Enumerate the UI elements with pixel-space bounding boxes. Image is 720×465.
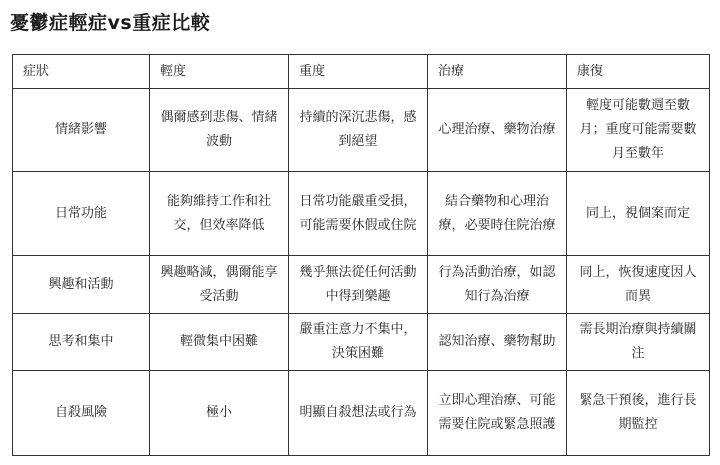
recovery-cell: 緊急干預後，進行長期監控 <box>567 371 710 456</box>
mild-cell: 能夠維持工作和社交，但效率降低 <box>150 172 289 256</box>
mild-cell: 偶爾感到悲傷、情緒波動 <box>150 89 289 172</box>
severe-cell: 日常功能嚴重受損，可能需要休假或住院 <box>289 172 428 256</box>
recovery-cell: 輕度可能數週至數月；重度可能需要數月至數年 <box>567 89 710 172</box>
recovery-cell: 同上，視個案而定 <box>567 172 710 256</box>
header-treatment: 治療 <box>428 55 567 89</box>
recovery-cell: 需長期治療與持續關注 <box>567 314 710 371</box>
severe-cell: 嚴重注意力不集中，決策困難 <box>289 314 428 371</box>
page-title: 憂鬱症輕症vs重症比較 <box>10 12 211 34</box>
header-recovery: 康復 <box>567 55 710 89</box>
table-row <box>13 314 710 371</box>
symptom-cell: 思考和集中 <box>13 314 150 371</box>
table-row <box>13 89 710 172</box>
header-symptom: 症狀 <box>13 55 150 89</box>
table-row <box>13 256 710 314</box>
treatment-cell: 立即心理治療、可能需要住院或緊急照護 <box>428 371 567 456</box>
symptom-cell: 自殺風險 <box>13 371 150 456</box>
mild-cell: 興趣略減，偶爾能享受活動 <box>150 256 289 314</box>
table-row <box>13 172 710 256</box>
header-mild: 輕度 <box>150 55 289 89</box>
treatment-cell: 心理治療、藥物治療 <box>428 89 567 172</box>
severe-cell: 明顯自殺想法或行為 <box>289 371 428 456</box>
table-header-row <box>13 55 710 89</box>
mild-cell: 輕微集中困難 <box>150 314 289 371</box>
table-row <box>13 371 710 456</box>
symptom-cell: 興趣和活動 <box>13 256 150 314</box>
recovery-cell: 同上，恢復速度因人而異 <box>567 256 710 314</box>
comparison-table <box>12 54 710 456</box>
severe-cell: 幾乎無法從任何活動中得到樂趣 <box>289 256 428 314</box>
mild-cell: 極小 <box>150 371 289 456</box>
severe-cell: 持續的深沉悲傷，感到絕望 <box>289 89 428 172</box>
header-severe: 重度 <box>289 55 428 89</box>
symptom-cell: 情緒影響 <box>13 89 150 172</box>
symptom-cell: 日常功能 <box>13 172 150 256</box>
treatment-cell: 行為活動治療，如認知行為治療 <box>428 256 567 314</box>
treatment-cell: 結合藥物和心理治療，必要時住院治療 <box>428 172 567 256</box>
treatment-cell: 認知治療、藥物幫助 <box>428 314 567 371</box>
